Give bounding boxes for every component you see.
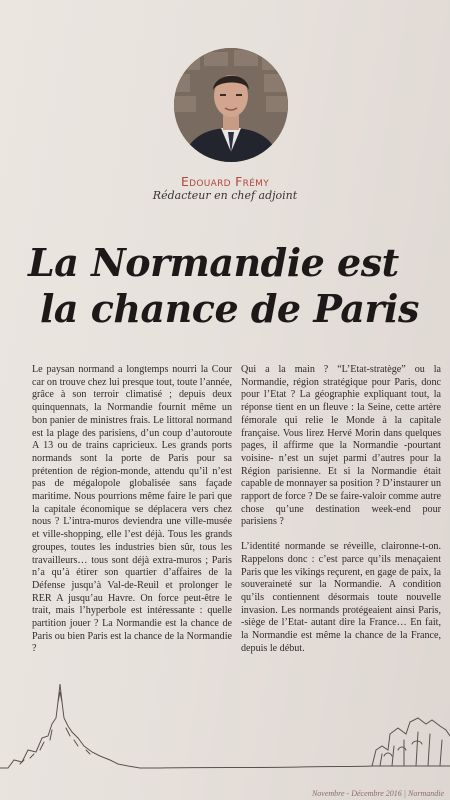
author-portrait xyxy=(174,48,288,162)
page-footer: Novembre - Décembre 2016 | Normandie xyxy=(311,789,444,798)
author-name: Edouard Frémy xyxy=(180,174,270,189)
author-role: Rédacteur en chef adjoint xyxy=(152,189,298,202)
author-photo xyxy=(174,48,288,162)
mont-saint-michel-sketch xyxy=(0,680,450,800)
paragraph: Le paysan normand a longtemps nourri la Cour car on trouve chez lui presque tout, toute l’année, grâce à son terroir climatisé ; depuis deux quinquennats, la Normandie fournit même un bon panier de ministres frais. Le littoral normand est la plage des parisiens, d’un coup d’autoroute A 13 ou de trains capricieux. Les grands ports normands sont la porte de Paris pour sa prétention de région-monde, attendu qu’il n’est pas de mégalopole globalisée sans façade maritime. Nous pourrions même faire le pari que la capitale économique se déplacera vers chez nous ? L’intra-muros deviendra une ville-musée et ville-shopping, elle l’est déjà. Tous les grands groupes, toutes les industries bien sûr, tous les travailleurs… tous sont déjà extra-muros ; Paris n’a qu’à étirer son quartier d’affaires de la Défense jusqu’à Val-de-Reuil et prolonger le RER A jusqu’au Havre. On force peut-être le trait, mais l’hyperbole est intéressante : quelle partition jouer ? La Normandie est la chance de Paris ou bien Paris est la chance de la Normandie ? xyxy=(32,364,232,655)
article-headline xyxy=(28,240,448,332)
article-column-right xyxy=(241,364,441,655)
article-column-left xyxy=(32,364,232,656)
headline-line-2: la chance de Paris xyxy=(40,286,419,331)
paragraph: L’identité normande se réveille, claironne-t-on. Rappelons donc : c’est parce qu’ils menaçaient Paris que les vikings reçurent, en gage de paix, la souveraineté sur la Normandie. A condition qu’ils contiennent désormais toute nouvelle invasion. Les normands protégeaient ainsi Paris, -siège de l’Etat- autant dire la France… En fait, la Normandie est même la chance de la France, depuis le début. xyxy=(241,541,441,654)
paragraph: Qui a la main ? “L’Etat-stratège” ou la Normandie, région stratégique pour Paris, donc pour l’Etat ? La géographie expliquant tout, la réponse tient en un fleuve : la Seine, cette artère fémorale qui relie le Monde à la capitale française. Vous lirez Hervé Morin dans quelques pages, il affirme que la Normandie -pourtant voisine- n’est un sujet parmi d’autres pour la Région parisienne. Et si la Normandie était capable de monnayer sa position ? D’instaurer un rapport de force ? De se faire-valoir comme autre chose qu’une destination week-end pour parisiens ? xyxy=(241,364,441,528)
headline-line-1: La Normandie est xyxy=(28,240,399,285)
